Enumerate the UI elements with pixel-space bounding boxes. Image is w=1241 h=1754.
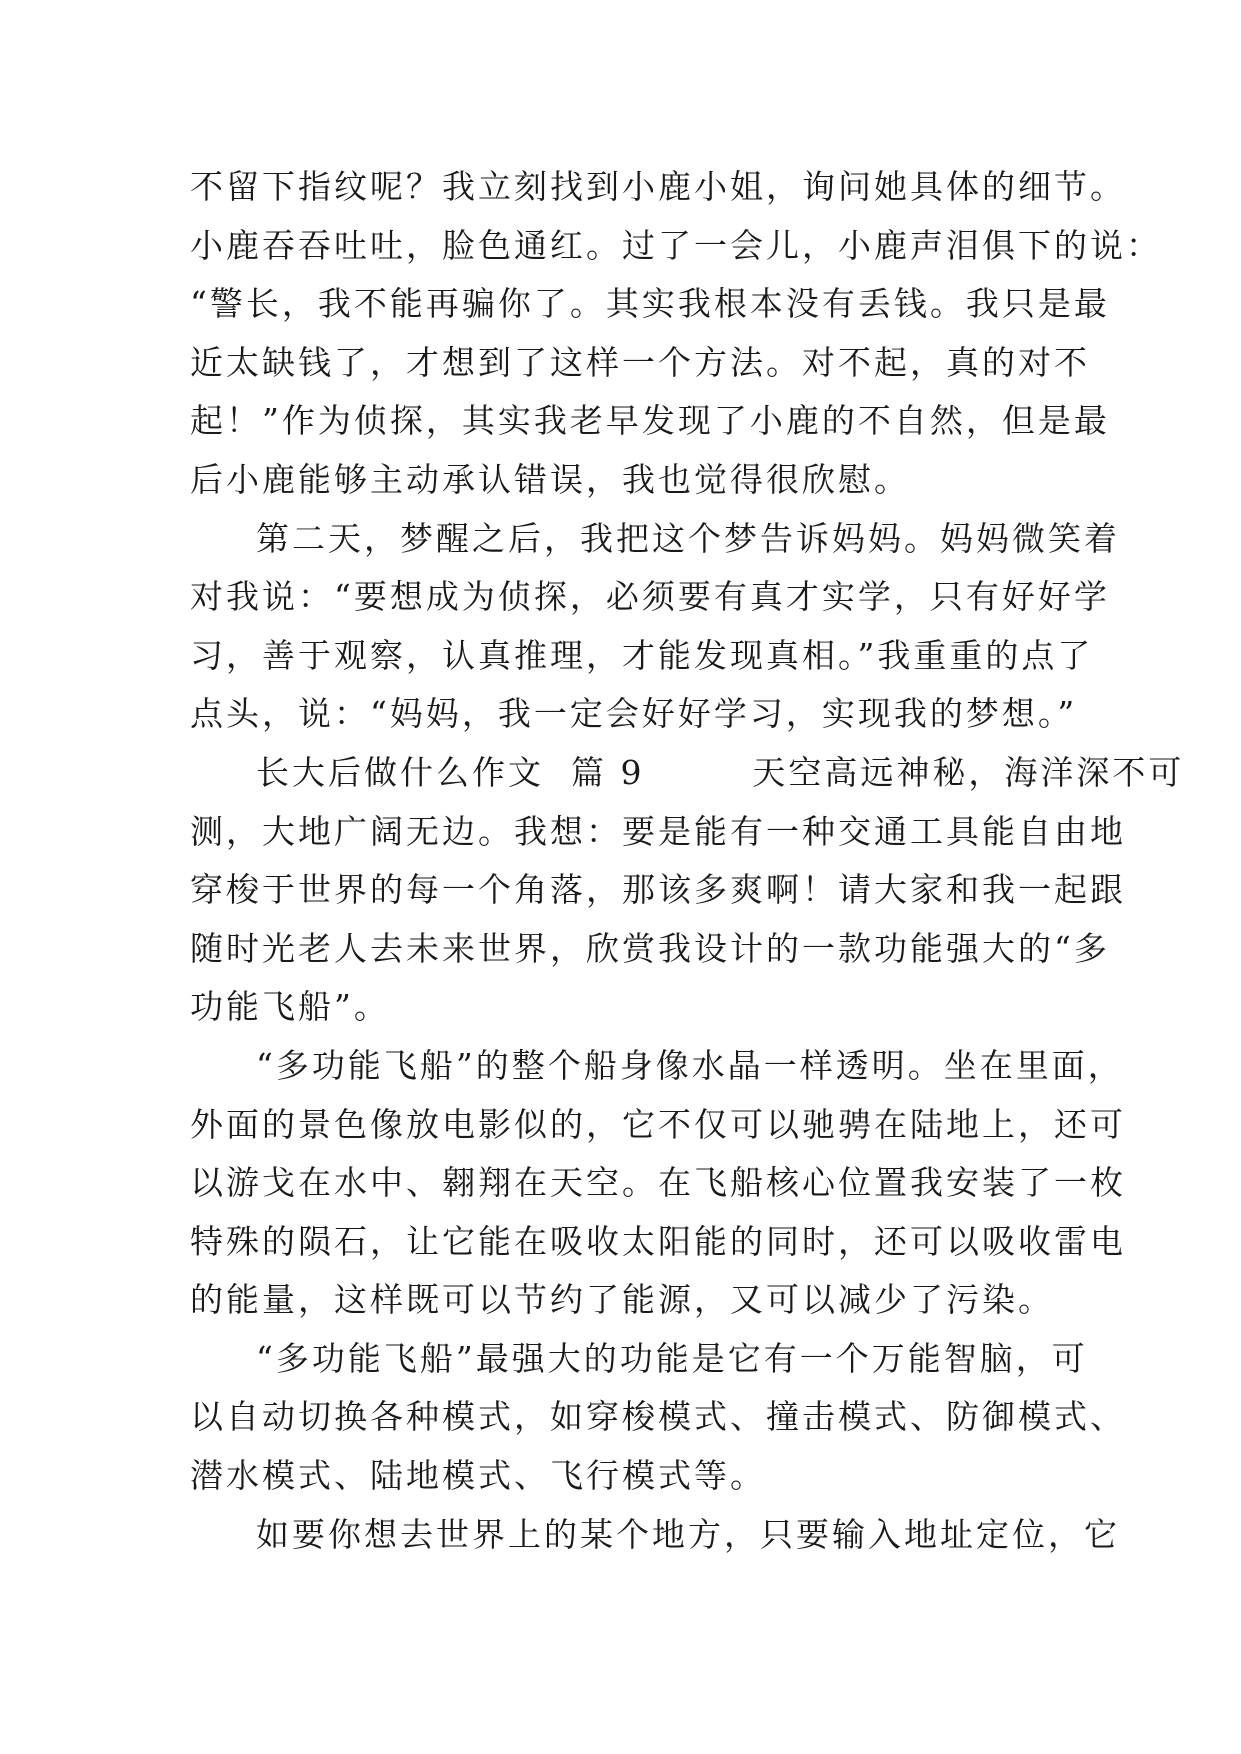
paragraph-start-line: “多功能飞船”最强大的功能是它有一个万能智脑，可 (256, 1338, 1088, 1378)
text-line: 功能飞船”。 (190, 987, 390, 1027)
paragraph-start-line: 如要你想去世界上的某个地方，只要输入地址定位，它 (256, 1514, 1120, 1554)
text-line: 后小鹿能够主动承认错误，我也觉得很欣慰。 (190, 459, 910, 499)
text-line: “警长，我不能再骗你了。其实我根本没有丢钱。我只是最 (190, 284, 1110, 324)
text-line: 特殊的陨石，让它能在吸收太阳能的同时，还可以吸收雷电 (190, 1221, 1126, 1261)
text-line: 习，善于观察，认真推理，才能发现真相。”我重重的点了 (190, 635, 1094, 675)
text-line: 潜水模式、陆地模式、飞行模式等。 (190, 1456, 766, 1496)
text-line: 以自动切换各种模式，如穿梭模式、撞击模式、防御模式、 (190, 1397, 1126, 1437)
text-line: 测，大地广阔无边。我想：要是能有一种交通工具能自由地 (190, 811, 1126, 851)
text-line: 起！”作为侦探，其实我老早发现了小鹿的不自然，但是最 (190, 401, 1110, 441)
text-line: 的能量，这样既可以节约了能源，又可以减少了污染。 (190, 1280, 1054, 1320)
text-line: 点头，说：“妈妈，我一定会好好学习，实现我的梦想。” (190, 694, 1078, 734)
text-line: 对我说：“要想成为侦探，必须要有真才实学，只有好好学 (190, 577, 1110, 617)
paragraph-start-line: 第二天，梦醒之后，我把这个梦告诉妈妈。妈妈微笑着 (256, 518, 1120, 558)
body-text (190, 158, 1185, 1564)
section-heading-line: 长大后做什么作文 篇 9 天空高远神秘，海洋深不可 (256, 752, 1185, 792)
paragraph-start-line: “多功能飞船”的整个船身像水晶一样透明。坐在里面， (256, 1045, 1124, 1085)
text-line: 以游戈在水中、翱翔在天空。在飞船核心位置我安装了一枚 (190, 1163, 1126, 1203)
text-line: 随时光老人去未来世界，欣赏我设计的一款功能强大的“多 (190, 928, 1110, 968)
text-line: 不留下指纹呢？我立刻找到小鹿小姐，询问她具体的细节。 (190, 167, 1126, 206)
text-line: 外面的景色像放电影似的，它不仅可以驰骋在陆地上，还可 (190, 1104, 1126, 1144)
text-line: 近太缺钱了，才想到了这样一个方法。对不起，真的对不 (190, 342, 1090, 382)
text-line: 穿梭于世界的每一个角落，那该多爽啊！请大家和我一起跟 (190, 870, 1126, 910)
text-line: 小鹿吞吞吐吐，脸色通红。过了一会儿，小鹿声泪俱下的说： (190, 225, 1162, 265)
